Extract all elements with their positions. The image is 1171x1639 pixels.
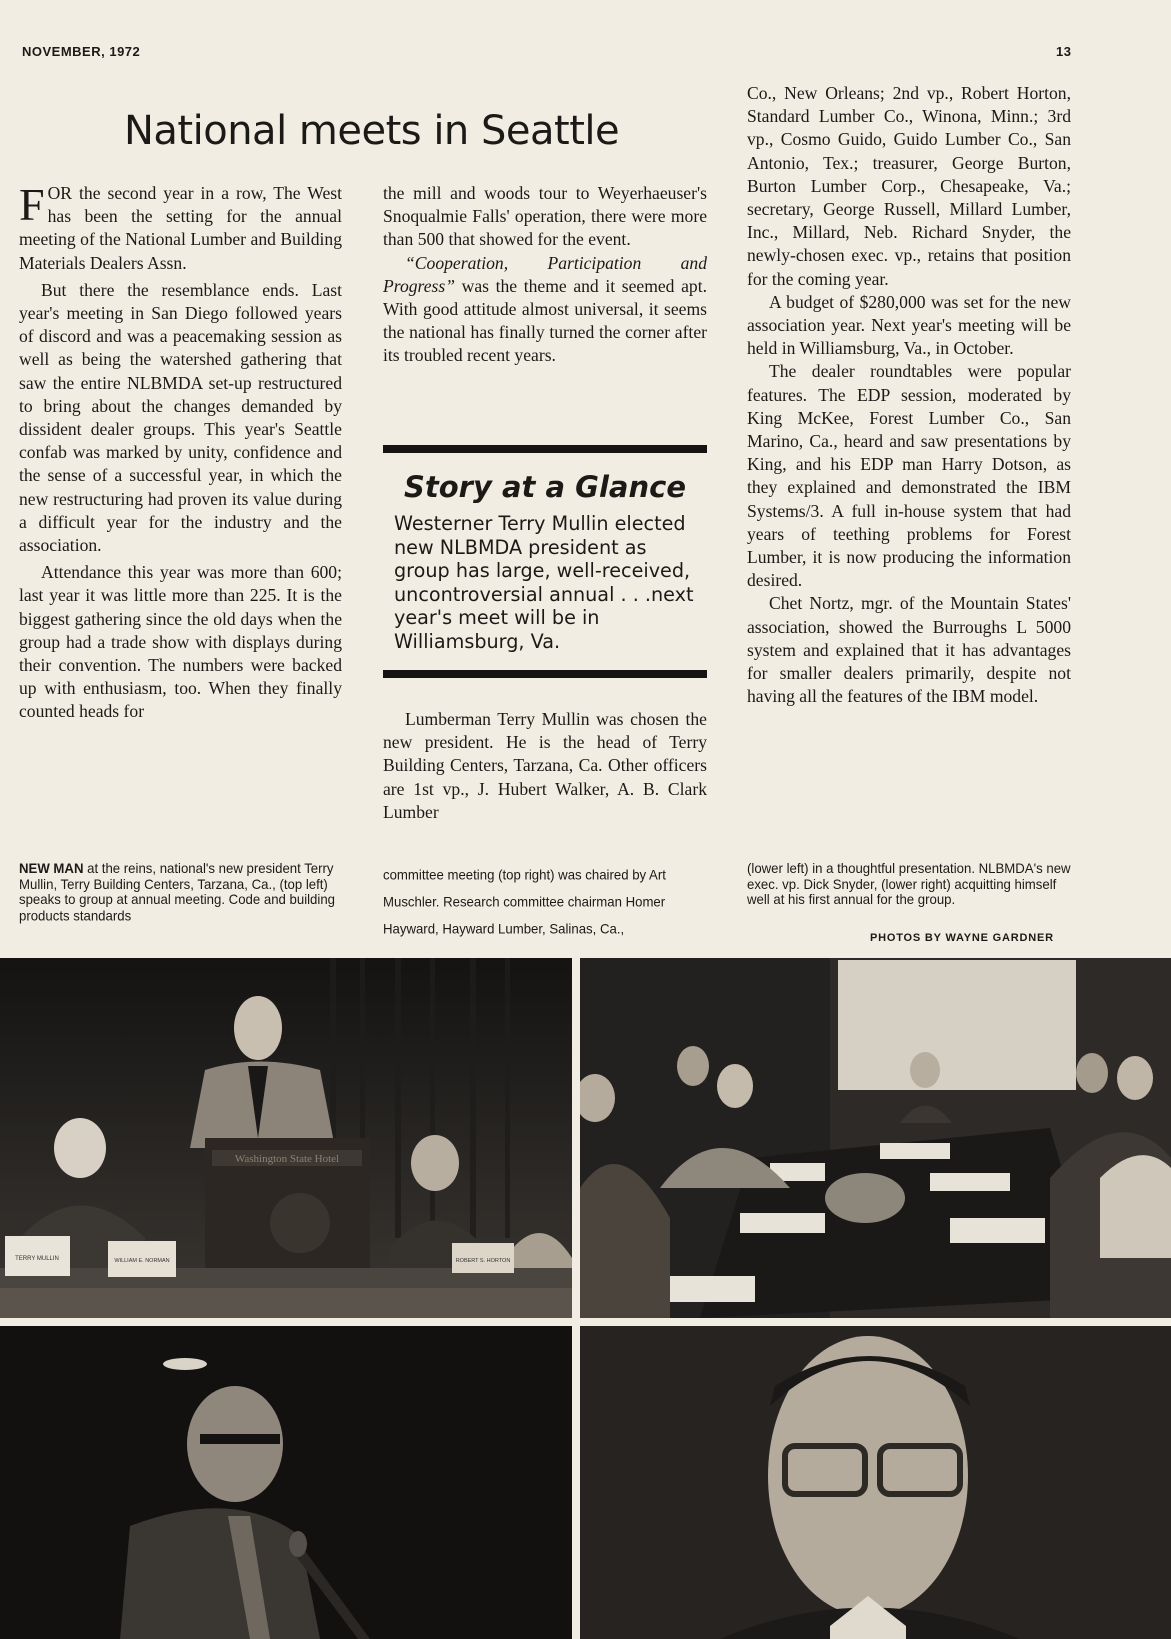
glance-bottom-rule [383, 670, 707, 678]
photo-caption-1 [19, 861, 342, 924]
photo-caption-2: committee meeting (top right) was chaired by Art Muschler. Research committee chairman Homer Hayward, Hayward Lumber, Salinas, Ca., [383, 866, 666, 937]
paragraph: Lumberman Terry Mullin was chosen the new president. He is the head of Terry Building Centers, Tarzana, Ca. Other officers are 1st vp., J. Hubert Walker, A. B. Clark Lumber [383, 709, 707, 822]
paragraph: the mill and woods tour to Weyerhaeuser's Snoqualmie Falls' operation, there were more than 500 that showed for the event. [383, 183, 707, 250]
name-card: ROBERT S. HORTON [455, 1258, 511, 1264]
photo-presenter-at-microphone [0, 1326, 572, 1639]
name-card: WILLIAM E. NORMAN [114, 1258, 170, 1264]
photo-committee-meeting [580, 958, 1171, 1318]
photo-credit: PHOTOS BY WAYNE GARDNER [870, 932, 1054, 944]
name-card: TERRY MULLIN [15, 1256, 59, 1262]
theme-quote: “Cooperation, Participation and Progress” [383, 252, 707, 296]
article-title: National meets in Seattle [124, 108, 620, 154]
paragraph: A budget of $280,000 was set for the new association year. Next year's meeting will be held in Williamsburg, Va., in October. [747, 291, 1071, 359]
caption-lead: NEW MAN [19, 859, 84, 877]
paragraph: The dealer roundtables were popular features. The EDP session, moderated by King McKee, Forest Lumber Co., San Marino, Ca., heard and saw presentations by King, and his EDP man Harry Dotson, as they explained and demonstrated the IBM Systems/3. A full in-house system that had years of teething problems for Forest Lumber, it is now producing the information desired. [747, 361, 1071, 591]
paragraph: Attendance this year was more than 600; last year it was little more than 225. It is the biggest gathering since the old days when the group had a trade show with displays during their convention. The numbers were backed up with enthusiasm, too. When they finally counted heads for [19, 562, 342, 722]
paragraph-text: was the theme and it seemed apt. With good attitude almost universal, it seems the national has finally turned the corner after its troubled recent years. [383, 275, 707, 366]
paragraph [19, 179, 342, 275]
article-column-2-top [383, 182, 707, 368]
caption-text: at the reins, national's new president Terry Mullin, Terry Building Centers, Tarzana, Ca., (top left) speaks to group at annual meeting. Code and building products standards [19, 859, 335, 924]
article-column-2-bottom [383, 708, 707, 824]
podium-lettering: Washington State Hotel [234, 1153, 340, 1165]
photo-exec-vp-portrait [580, 1326, 1171, 1639]
glance-title: Story at a Glance [404, 470, 686, 504]
paragraph: Co., New Orleans; 2nd vp., Robert Horton, Standard Lumber Co., Winona, Minn.; 3rd vp., Cosmo Guido, Guido Lumber Co., San Antonio, Tex.; treasurer, George Burton, Burton Lumber Corp., Chesapeake, Va.; secretary, George Russell, Millard Lumber, Inc., Millard, Neb. Richard Snyder, the newly-chosen exec. vp., retains that position for the coming year. [747, 83, 1071, 289]
issue-date: NOVEMBER, 1972 [22, 44, 141, 59]
paragraph-text: OR the second year in a row, The West has been the setting for the annual meeting of the National Lumber and Building Materials Dealers Assn. [19, 183, 342, 273]
page-number: 13 [1056, 44, 1072, 59]
article-column-3 [747, 82, 1071, 708]
paragraph [383, 252, 707, 368]
article-column-1 [19, 179, 342, 724]
paragraph: But there the resemblance ends. Last year's meeting in San Diego followed years of discord and was a peacemaking session as well as being the watershed gathering that saw the entire NLBMDA set-up restructured to bring about the changes demanded by dissident dealer groups. This year's Seattle confab was marked by unity, confidence and the sense of a successful year, in which the new restructuring had proven its value during a difficult year for the industry and the association. [19, 279, 342, 556]
photo-caption-3: (lower left) in a thoughtful presentation. NLBMDA's new exec. vp. Dick Snyder, (lower right) acquitting himself well at his first annual for the group. [747, 859, 1071, 908]
photo-speaker-at-podium [0, 958, 572, 1318]
glance-top-rule [383, 445, 707, 453]
paragraph: Chet Nortz, mgr. of the Mountain States' association, showed the Burroughs L 5000 system and explained that it has advantages for smaller dealers primarily, despite not having all the features of the IBM model. [747, 593, 1071, 707]
drop-cap: F [19, 179, 45, 230]
glance-body: Westerner Terry Mullin elected new NLBMDA president as group has large, well-received, uncontroversial annual . . .next year's meet will be in Williamsburg, Va. [394, 512, 694, 653]
